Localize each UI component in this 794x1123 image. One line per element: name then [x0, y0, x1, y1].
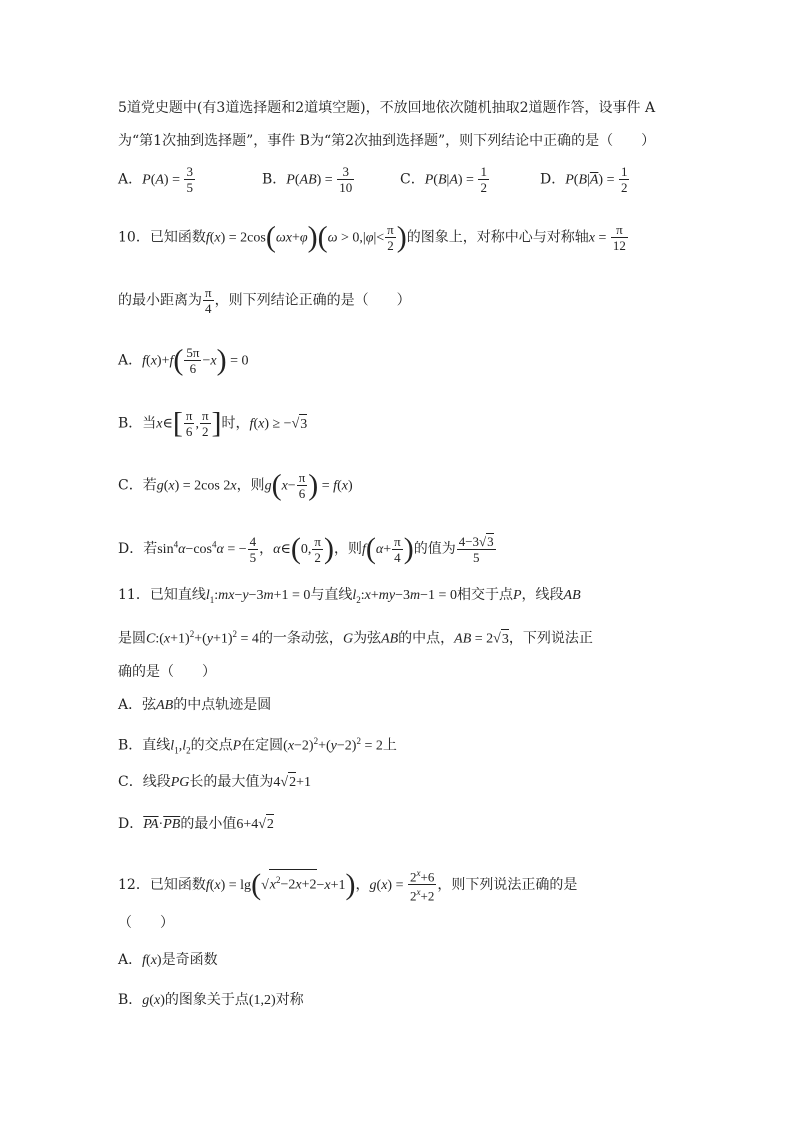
q12-line2: （ ）	[118, 915, 174, 931]
q9-option-a: A．P(A) = $\frac{3}{5}$	[118, 164, 193, 195]
q10-option-a: A．f(x)+f( $\frac{5\pi}{6}$ −x) = 0	[118, 343, 249, 377]
q10-line2: 的最小距离为 $\frac{\pi}{4}$ ，则下列结论正确的是（ ）	[118, 285, 411, 316]
q11-line1: 11．已知直线$l_1:mx-y-3m+1 = 0$与直线$l_2:x+my-3m-1 = 0$相交于点P，线段AB	[118, 587, 581, 605]
q10-line1: 10．已知函数f(x) = 2cos(ωx+φ)(ω > 0,|φ|< $\frac{\pi}{2}$ )的图象上，对称中心与对称轴x = $\frac{\pi}{12}$	[118, 220, 626, 254]
q11-option-c: C．线段PG长的最大值为4√2+1	[118, 772, 311, 793]
q10-option-d: D．若$\sin^4\alpha-\cos^4\alpha$ = − $\frac{4}{5}$ ，α∈(0, $\frac{\pi}{2}$ )，则f(α+ $\frac{\pi}{4}$ )的值为 $\frac{4-3√3}{5}$	[118, 532, 494, 565]
q11-line2: 是圆$C:(x+1)^2+(y+1)^2 = 4$的一条动弦，G为弦AB的中点，AB = 2√3，下列说法正	[118, 624, 593, 650]
q11-option-d: D．$\overline{PA}\cdot\overline{PB}$的最小值6+4√2	[118, 814, 274, 835]
q12-option-b: B．g(x)的图象关于点(1,2)对称	[118, 992, 304, 1008]
q9-line1: 5道党史题中(有3道选择题和2道填空题)，不放回地依次随机抽取2道题作答，设事件 A	[118, 100, 656, 116]
q9-option-b: B．P(AB) = $\frac{3}{10}$	[262, 164, 353, 195]
q12-line1: 12．已知函数$f(x) = \lg(√x^2-2x+2-x+1)$，g(x) = $\frac{2^x+6}{2^x+2}$ ，则下列说法正确的是	[118, 867, 578, 904]
q11-option-b: B．直线$l_1,l_2$的交点P在定圆$(x-2)^2+(y-2)^2 = 2$上	[118, 736, 397, 756]
q9-option-c: C．P(B|A) = $\frac{1}{2}$	[400, 164, 487, 195]
q10-option-c: C．若g(x) = 2cos 2x，则g(x− $\frac{\pi}{6}$ ) = f(x)	[118, 468, 353, 502]
q9-option-d: D．$P(B|\overline{A})$ = $\frac{1}{2}$	[540, 164, 628, 195]
q9-line2: 为“第1次抽到选择题”，事件 B为“第2次抽到选择题”，则下列结论中正确的是（ ）	[118, 133, 656, 149]
q12-option-a: A．f(x)是奇函数	[118, 952, 218, 968]
q11-line3: 确的是（ ）	[118, 664, 216, 680]
q10-option-b: B．当x∈[ $\frac{\pi}{6}$ , $\frac{\pi}{2}$ ]时，f(x) ≥ −√3	[118, 406, 308, 440]
q11-option-a: A．弦AB的中点轨迹是圆	[118, 697, 272, 713]
